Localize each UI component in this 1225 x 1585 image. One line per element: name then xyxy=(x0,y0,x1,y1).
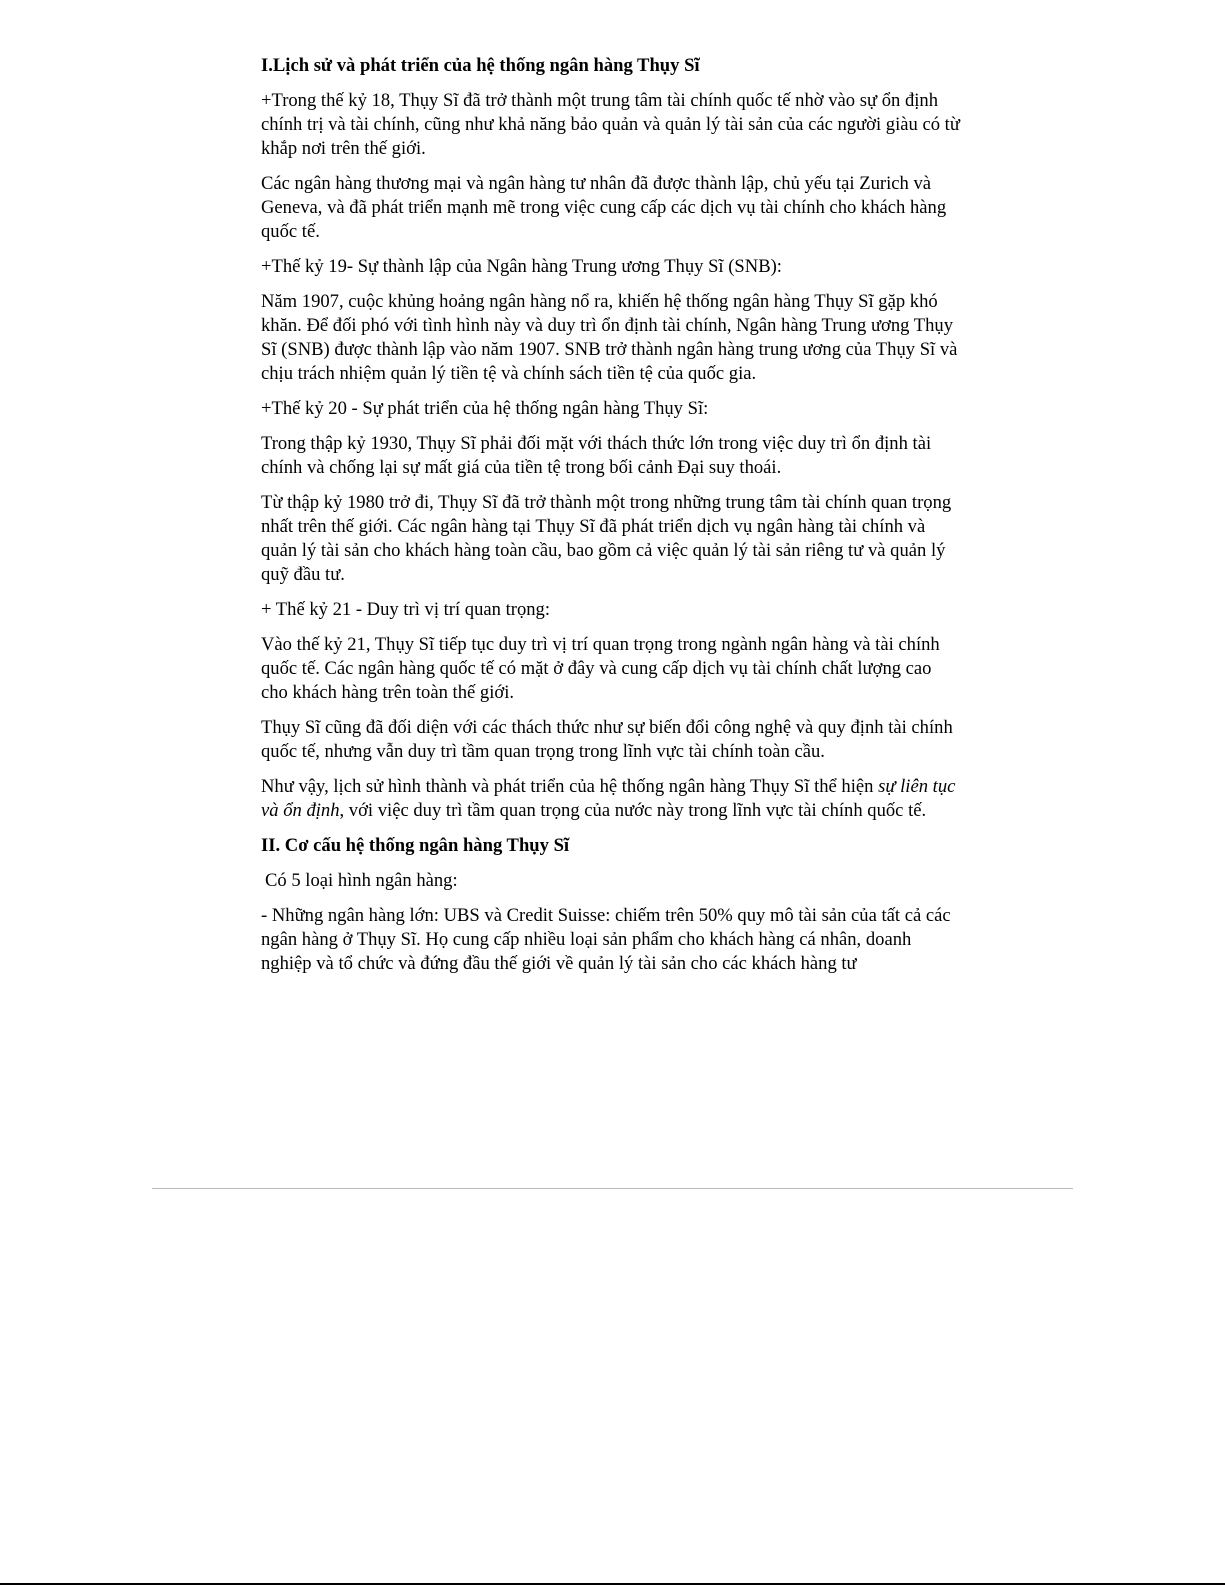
paragraph: Năm 1907, cuộc khủng hoảng ngân hàng nổ ra, khiến hệ thống ngân hàng Thụy Sĩ gặp khó khăn. Để đối phó với tình hình này và duy trì ổn định tài chính, Ngân hàng Trung ương Thụy Sĩ (SNB) được thành lập vào năm 1907. SNB trở thành ngân hàng trung ương của Thụy Sĩ và chịu trách nhiệm quản lý tiền tệ và chính sách tiền tệ của quốc gia. xyxy=(261,291,958,384)
paragraph: Các ngân hàng thương mại và ngân hàng tư nhân đã được thành lập, chủ yếu tại Zurich và Geneva, và đã phát triển mạnh mẽ trong việc cung cấp các dịch vụ tài chính cho khách hàng quốc tế. xyxy=(261,173,947,242)
paragraph-text: , với việc duy trì tầm quan trọng của nước này trong lĩnh vực tài chính quốc tế. xyxy=(339,800,927,821)
section-heading-history: I.Lịch sử và phát triển của hệ thống ngân hàng Thụy Sĩ xyxy=(261,55,700,76)
paragraph: Thụy Sĩ cũng đã đối diện với các thách thức như sự biến đổi công nghệ và quy định tài chính quốc tế, nhưng vẫn duy trì tầm quan trọng trong lĩnh vực tài chính toàn cầu. xyxy=(261,717,953,762)
paragraph: - Những ngân hàng lớn: UBS và Credit Suisse: chiếm trên 50% quy mô tài sản của tất cả các ngân hàng ở Thụy Sĩ. Họ cung cấp nhiều loại sản phẩm cho khách hàng cá nhân, doanh nghiệp và tổ chức và đứng đầu thế giới về quản lý tài sản cho các khách hàng tư xyxy=(261,905,951,974)
paragraph: Từ thập kỷ 1980 trở đi, Thụy Sĩ đã trở thành một trong những trung tâm tài chính quan trọng nhất trên thế giới. Các ngân hàng tại Thụy Sĩ đã phát triển dịch vụ ngân hàng tài chính và quản lý tài sản cho khách hàng toàn cầu, bao gồm cả việc quản lý tài sản riêng tư và quản lý quỹ đầu tư. xyxy=(261,492,952,585)
paragraph: +Trong thế kỷ 18, Thụy Sĩ đã trở thành một trung tâm tài chính quốc tế nhờ vào sự ổn định chính trị và tài chính, cũng như khả năng bảo quản và quản lý tài sản của các người giàu có từ khắp nơi trên thế giới. xyxy=(261,90,960,159)
paragraph: +Thế kỷ 19- Sự thành lập của Ngân hàng Trung ương Thụy Sĩ (SNB): xyxy=(261,256,782,277)
paragraph-conclusion xyxy=(261,775,961,823)
paragraph: +Thế kỷ 20 - Sự phát triển của hệ thống ngân hàng Thụy Sĩ: xyxy=(261,398,709,419)
paragraph: Có 5 loại hình ngân hàng: xyxy=(265,870,458,891)
page-divider xyxy=(152,1188,1073,1189)
paragraph: + Thế kỷ 21 - Duy trì vị trí quan trọng: xyxy=(261,599,551,620)
paragraph: Trong thập kỷ 1930, Thụy Sĩ phải đối mặt với thách thức lớn trong việc duy trì ổn định tài chính và chống lại sự mất giá của tiền tệ trong bối cảnh Đại suy thoái. xyxy=(261,433,932,478)
italic-emphasis: sự liên tục và ổn định xyxy=(261,776,956,821)
document-body xyxy=(261,54,961,987)
paragraph-text: Như vậy, lịch sử hình thành và phát triển của hệ thống ngân hàng Thụy Sĩ thể hiện xyxy=(261,776,879,797)
paragraph: Vào thế kỷ 21, Thụy Sĩ tiếp tục duy trì vị trí quan trọng trong ngành ngân hàng và tài chính quốc tế. Các ngân hàng quốc tế có mặt ở đây và cung cấp dịch vụ tài chính chất lượng cao cho khách hàng trên toàn thế giới. xyxy=(261,634,940,703)
section-heading-structure: II. Cơ cấu hệ thống ngân hàng Thụy Sĩ xyxy=(261,835,570,856)
